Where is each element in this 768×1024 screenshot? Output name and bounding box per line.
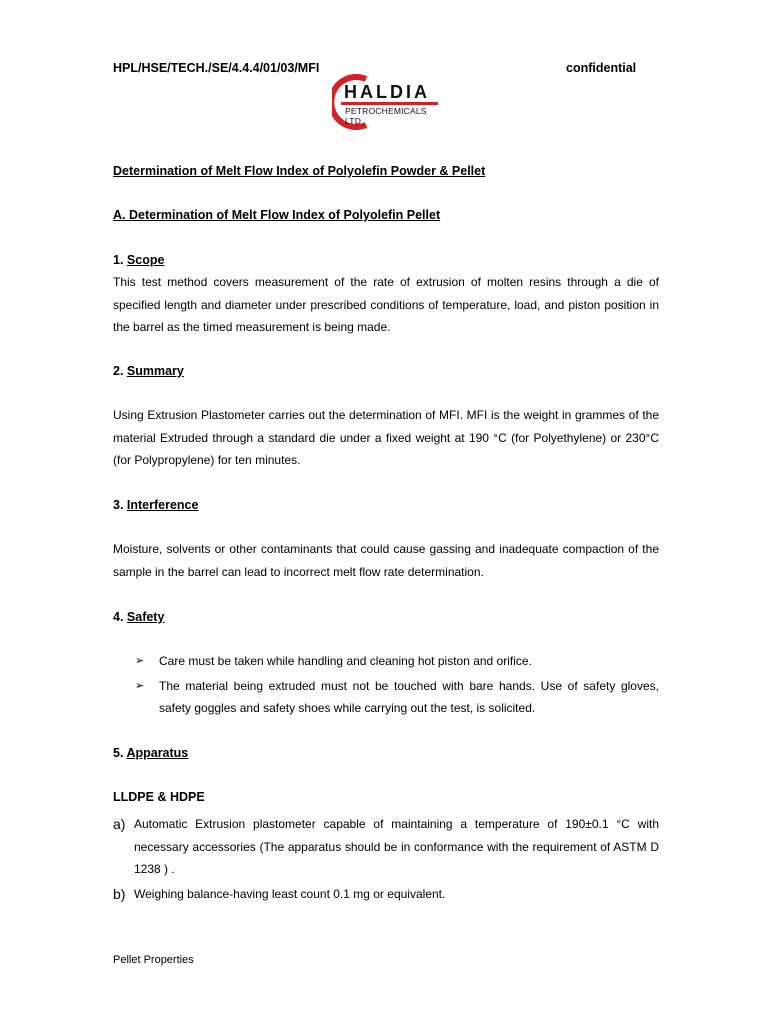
- safety-bullet-list: [135, 650, 659, 722]
- logo-subtitle: PETROCHEMICALS LTD: [345, 106, 427, 126]
- safety-title: Safety: [126, 610, 165, 624]
- list-marker: a): [113, 816, 126, 832]
- scope-heading: [113, 253, 164, 267]
- list-marker: b): [113, 885, 126, 902]
- interference-heading: [113, 498, 198, 512]
- apparatus-title: Apparatus: [126, 746, 189, 760]
- scope-title: Scope: [126, 253, 165, 267]
- document-code: HPL/HSE/TECH./SE/4.4.4/01/03/MFI: [113, 61, 320, 75]
- confidential-label: confidential: [566, 61, 637, 75]
- safety-heading: [113, 610, 164, 624]
- interference-text: Moisture, solvents or other contaminants that could cause gassing and inadequate compaction of the sample in the barrel can lead to incorrect melt flow rate determination.: [113, 542, 659, 579]
- logo-name: HALDIA: [344, 82, 430, 102]
- list-item: [113, 813, 659, 881]
- arrow-bullet-icon: ➢: [135, 679, 145, 692]
- safety-number: 4.: [113, 610, 127, 624]
- list-item: [113, 883, 659, 906]
- apparatus-number: 5.: [113, 746, 127, 760]
- apparatus-item-text: Automatic Extrusion plastometer capable of maintaining a temperature of 190±0.1 °C with necessary accessories (The apparatus should be in conformance with the requirement of ASTM D 1238 ) .: [134, 817, 659, 876]
- scope-text: This test method covers measurement of the rate of extrusion of molten resins through a die of specified length and diameter under prescribed conditions of temperature, load, and piston position in the barrel as the timed measurement is being made.: [113, 275, 659, 334]
- apparatus-heading: [113, 746, 188, 760]
- interference-number: 3.: [113, 498, 127, 512]
- list-item: [135, 675, 659, 720]
- safety-bullet-text: The material being extruded must not be touched with bare hands. Use of safety gloves, safety goggles and safety shoes while carrying out the test, is solicited.: [159, 678, 659, 715]
- summary-text: Using Extrusion Plastometer carries out the determination of MFI. MFI is the weight in grammes of the material Extruded through a standard die under a fixed weight at 190 °C (for Polyethylene) or 230°C (for Polypropylene) for ten minutes.: [113, 408, 659, 467]
- section-a-heading: A. Determination of Melt Flow Index of Polyolefin Pellet: [113, 208, 441, 222]
- scope-number: 1.: [113, 253, 127, 267]
- haldia-logo: [332, 73, 440, 131]
- summary-number: 2.: [113, 364, 127, 378]
- apparatus-list: [113, 813, 659, 907]
- summary-title: Summary: [126, 364, 184, 378]
- document-title: Determination of Melt Flow Index of Polyolefin Powder & Pellet: [113, 164, 486, 178]
- safety-bullet-text: Care must be taken while handling and cleaning hot piston and orifice.: [159, 654, 532, 668]
- page-footer: Pellet Properties: [113, 954, 194, 966]
- apparatus-subheading: LLDPE & HDPE: [113, 790, 205, 804]
- interference-title: Interference: [126, 498, 199, 512]
- summary-heading: [113, 364, 184, 378]
- arrow-bullet-icon: ➢: [135, 655, 145, 667]
- list-item: [135, 650, 659, 673]
- apparatus-item-text: Weighing balance-having least count 0.1 mg or equivalent.: [134, 886, 446, 901]
